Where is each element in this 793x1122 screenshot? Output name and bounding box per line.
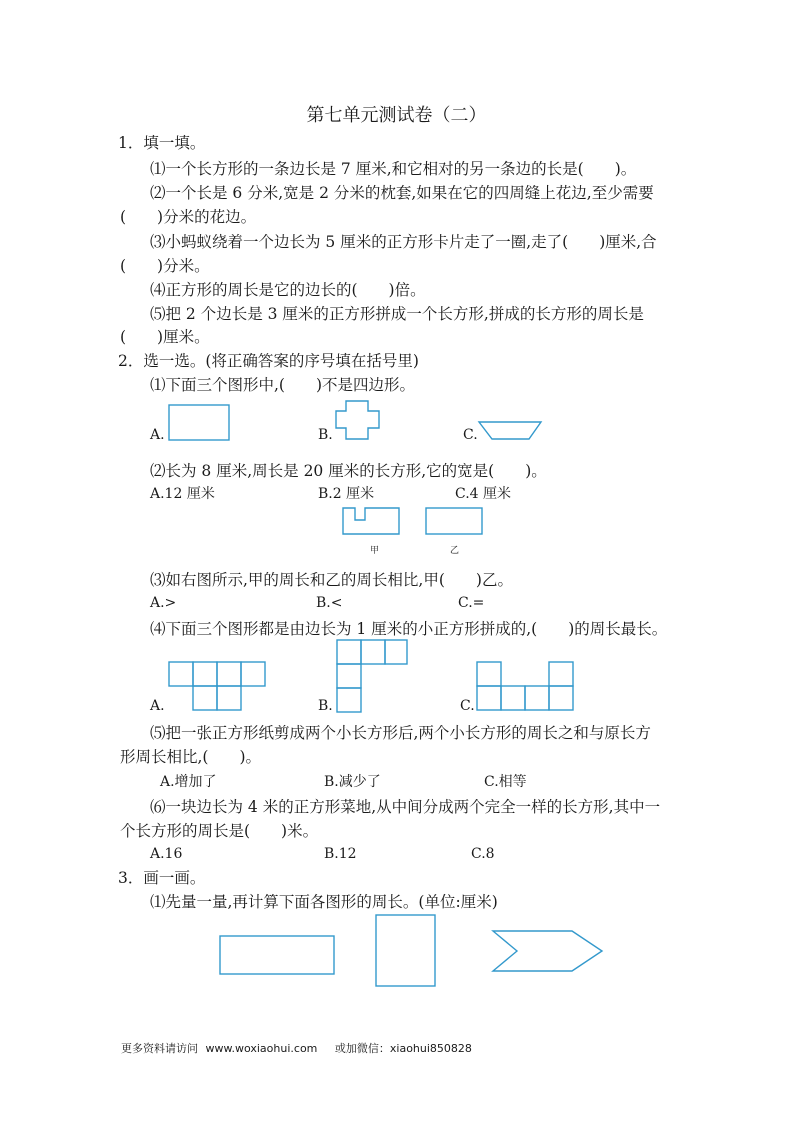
cross-figure [334,400,382,442]
s2-q6-option-a: A.16 [150,846,183,862]
s2-q3-option-a: A.> [150,595,177,611]
measure-square-figure [375,914,437,988]
squares-shape-a [168,661,268,713]
shape-yi-figure [425,507,485,537]
shape-jia-figure [342,507,402,537]
s2-question-6-line-2: 个长方形的周长是( )米。 [120,822,319,840]
squares-shape-c [476,661,576,713]
s2-question-3: ⑶如右图所示,甲的周长和乙的周长相比,甲( )乙。 [150,571,513,589]
page-title: 第七单元测试卷（二） [306,105,487,126]
s2-q1-option-c: C. [463,427,478,443]
label-jia: 甲 [370,546,380,556]
s1-question-3-line-1: ⑶小蚂蚁绕着一个边长为 5 厘米的正方形卡片走了一圈,走了( )厘米,合 [150,233,657,251]
s1-question-2-line-2: ( )分米的花边。 [120,208,257,226]
section-1-heading: 1．填一填。 [118,134,206,152]
rectangle-figure [168,404,232,442]
footer-site-link[interactable]: www.woxiaohui.com [205,1042,318,1055]
s2-q2-option-a: A.12 厘米 [150,486,215,502]
s1-question-1: ⑴一个长方形的一条边长是 7 厘米,和它相对的另一条边的长是( )。 [150,160,637,178]
s2-q4-option-a: A. [150,698,165,714]
s1-question-2-line-1: ⑵一个长是 6 分米,宽是 2 分米的枕套,如果在它的四周缝上花边,至少需要 [150,184,654,202]
s1-question-4: ⑷正方形的周长是它的边长的( )倍。 [150,281,426,299]
s2-q5-option-c: C.相等 [484,774,527,790]
s2-q1-option-a: A. [150,427,165,443]
s1-question-5-line-2: ( )厘米。 [120,328,210,346]
s2-q3-option-b: B.< [316,595,343,611]
measure-arrow-figure [492,929,606,975]
label-yi: 乙 [450,546,460,556]
squares-shape-b [336,639,410,713]
s2-question-5-line-1: ⑸把一张正方形纸剪成两个小长方形后,两个小长方形的周长之和与原长方 [150,724,651,742]
s1-question-3-line-2: ( )分米。 [120,257,210,275]
s2-q5-option-a: A.增加了 [160,774,217,790]
s2-q2-option-b: B.2 厘米 [318,486,375,502]
section-2-heading: 2．选一选。(将正确答案的序号填在括号里) [118,352,419,370]
s2-q5-option-b: B.减少了 [324,774,381,790]
s2-q4-option-c: C. [460,698,475,714]
s2-q6-option-c: C.8 [471,846,495,862]
s2-question-4: ⑷下面三个图形都是由边长为 1 厘米的小正方形拼成的,( )的周长最长。 [150,620,668,638]
s2-question-6-line-1: ⑹一块边长为 4 米的正方形菜地,从中间分成两个完全一样的长方形,其中一 [150,798,661,816]
footer [121,1042,476,1056]
s2-question-1: ⑴下面三个图形中,( )不是四边形。 [150,376,416,394]
s3-question-1: ⑴先量一量,再计算下面各图形的周长。(单位:厘米) [150,893,498,911]
trapezoid-figure [478,420,544,442]
s2-q3-option-c: C.= [458,595,485,611]
s2-question-2: ⑵长为 8 厘米,周长是 20 厘米的长方形,它的宽是( )。 [150,462,547,480]
measure-rectangle-figure [219,935,337,977]
section-3-heading: 3．画一画。 [118,869,206,887]
s1-question-5-line-1: ⑸把 2 个边长是 3 厘米的正方形拼成一个长方形,拼成的长方形的周长是 [150,305,644,323]
footer-wechat: 或加微信：xiaohui850828 [334,1042,472,1055]
s2-question-5-line-2: 形周长相比,( )。 [120,748,262,766]
s2-q1-option-b: B. [318,427,333,443]
s2-q4-option-b: B. [318,698,333,714]
s2-q2-option-c: C.4 厘米 [455,486,512,502]
footer-prefix: 更多资料请访问 [121,1042,198,1055]
s2-q6-option-b: B.12 [324,846,357,862]
